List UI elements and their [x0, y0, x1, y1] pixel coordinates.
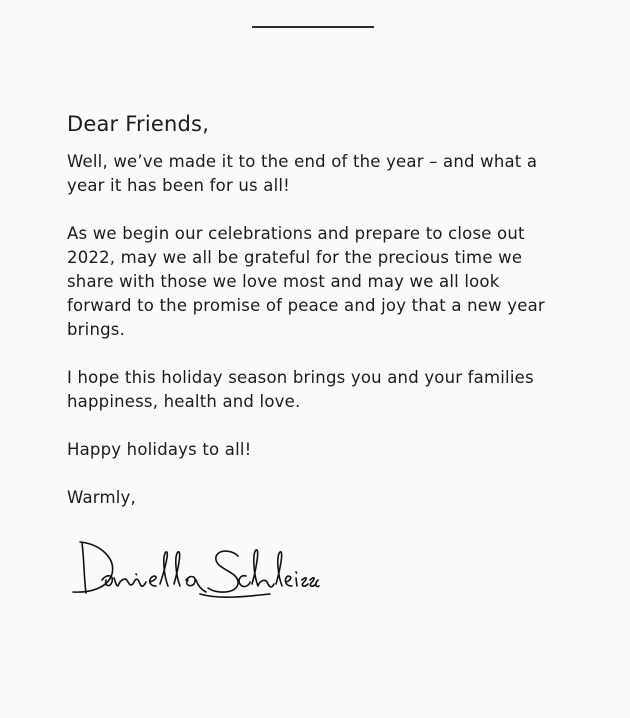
- top-divider: [252, 26, 374, 28]
- paragraph-3: I hope this holiday season brings you and your families happiness, health and love.: [67, 368, 534, 411]
- paragraph-2: As we begin our celebrations and prepare to close out 2022, may we all be grateful for the precious time we share with those we love most and may we all look forward to the promise of peace and joy that a new year brings.: [67, 224, 545, 339]
- salutation: Dear Friends,: [67, 112, 210, 136]
- paragraph-4: Happy holidays to all!: [67, 440, 252, 459]
- paragraph-1: Well, we’ve made it to the end of the year – and what a year it has been for us all!: [67, 152, 538, 195]
- letter-body: [67, 108, 567, 510]
- closing: Warmly,: [67, 488, 136, 507]
- signature-image: [70, 536, 320, 602]
